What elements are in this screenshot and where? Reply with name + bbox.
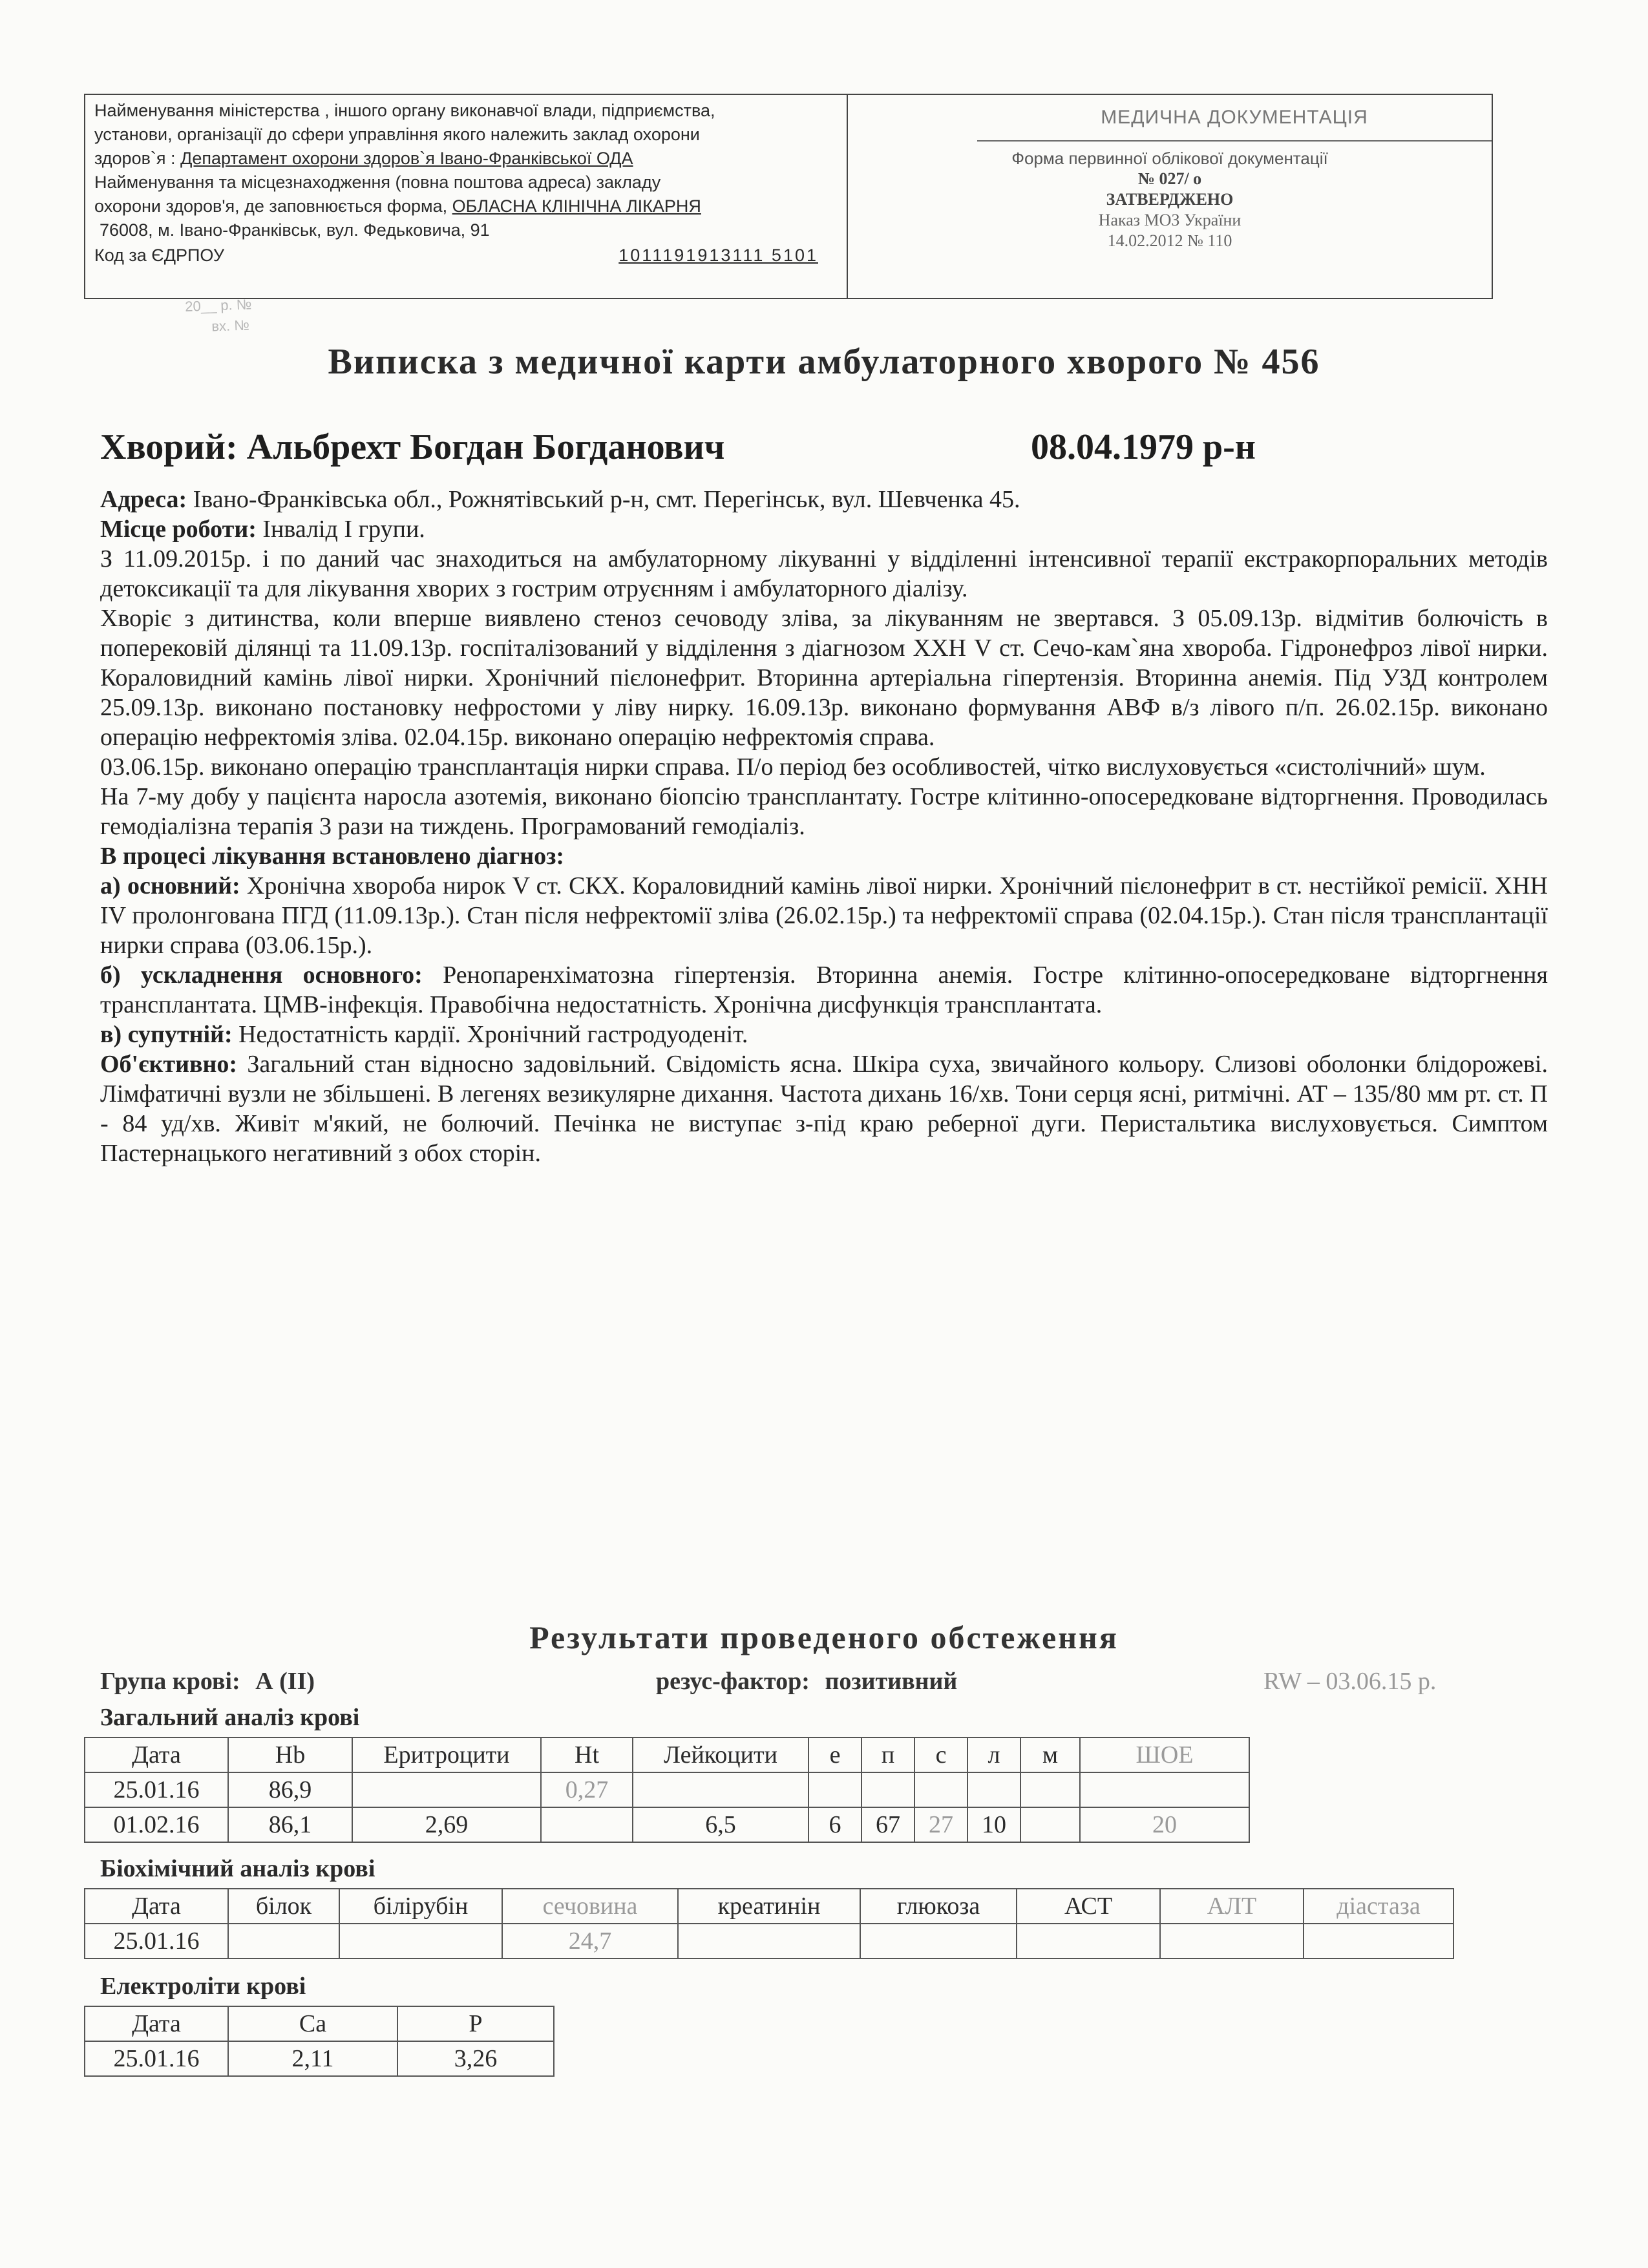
results-title: Результати проведеного обстеження [529, 1619, 1119, 1655]
table-cell [861, 1772, 914, 1807]
table-cell: 2,69 [352, 1807, 541, 1842]
table-cell: 6,5 [633, 1807, 808, 1842]
bio-header-cell: білірубін [339, 1889, 502, 1924]
table-cell [914, 1772, 967, 1807]
table-cell [1080, 1772, 1249, 1807]
bio-label: Біохімічний аналіз крові [100, 1855, 375, 1882]
table-cell [1304, 1924, 1453, 1958]
institution-block [85, 95, 848, 298]
cbc-label: Загальний аналіз крові [100, 1704, 360, 1731]
table-cell [678, 1924, 860, 1958]
bio-header-cell: АЛТ [1160, 1889, 1304, 1924]
table-cell: 6 [808, 1807, 861, 1842]
table-row [85, 1924, 1453, 1958]
table-cell [541, 1807, 633, 1842]
form-line-1: Форма первинної облікової документації [1011, 149, 1328, 168]
elec-label: Електроліти крові [100, 1973, 306, 2000]
table-cell [339, 1924, 502, 1958]
table-cell: 0,27 [541, 1772, 633, 1807]
elec-table [84, 2006, 555, 2077]
bio-header-row [85, 1889, 1453, 1924]
address-line: Адреса: Івано-Франківська обл., Рожнятівський р-н, смт. Перегінськ, вул. Шевченка 45. [100, 486, 1020, 513]
table-cell: 27 [914, 1807, 967, 1842]
table-cell: 25.01.16 [85, 1772, 228, 1807]
approved-label: ЗАТВЕРДЖЕНО [1106, 190, 1234, 209]
table-row [85, 1772, 1249, 1807]
cbc-table [84, 1737, 1250, 1843]
elec-header-cell: Р [397, 2006, 554, 2041]
table-cell [860, 1924, 1017, 1958]
form-header [84, 94, 1493, 299]
header-line-2: установи, організації до сфери управління якого належить заклад охорони [94, 125, 700, 144]
table-cell: 25.01.16 [85, 1924, 228, 1958]
table-cell [633, 1772, 808, 1807]
table-cell: 86,9 [228, 1772, 352, 1807]
cbc-header-cell: п [861, 1738, 914, 1772]
rw-test: RW – 03.06.15 р. [1263, 1668, 1437, 1695]
elec-header-row [85, 2006, 554, 2041]
bio-header-cell: Дата [85, 1889, 228, 1924]
edrpou-value: 1011191913111 5101 [618, 246, 818, 265]
diagnosis-concomitant: в) супутній: Недостатність кардії. Хронічний гастродуоденіт. [100, 1021, 748, 1048]
bio-header-cell: креатинін [678, 1889, 860, 1924]
table-row [85, 1807, 1249, 1842]
diagnosis-heading: В процесі лікування встановлено діагноз: [100, 843, 565, 870]
history-paragraph-4: На 7-му добу у пацієнта наросла азотемія, виконано біопсію трансплантату. Гостре клітинно-опосередковане відторгнення. Проводилась гемодіалізна терапія 3 рази на тиждень. Програмований гемодіаліз. [100, 783, 1548, 840]
cbc-header-cell: Дата [85, 1738, 228, 1772]
patient-dob: 08.04.1979 р-н [1031, 427, 1256, 467]
form-approval [848, 142, 1492, 251]
work-line: Місце роботи: Інвалід І групи. [100, 516, 425, 543]
cbc-header-cell: Лейкоцити [633, 1738, 808, 1772]
elec-header-cell: Дата [85, 2006, 228, 2041]
table-cell: 2,11 [228, 2041, 397, 2076]
header-line-4: Найменування та місцезнаходження (повна поштова адреса) закладу [94, 173, 661, 192]
edrpou-label: Код за ЄДРПОУ [94, 246, 224, 265]
elec-header-cell: Са [228, 2006, 397, 2041]
table-cell [1160, 1924, 1304, 1958]
patient-line [100, 426, 1522, 468]
table-cell: 01.02.16 [85, 1807, 228, 1842]
bio-header-cell: АСТ [1017, 1889, 1160, 1924]
document-title: Виписка з медичної карти амбулаторного хворого № 456 [328, 342, 1320, 382]
cbc-header-cell: е [808, 1738, 861, 1772]
edrpou-row [94, 244, 838, 268]
header-line-5: охорони здоров'я, де заповнюється форма, ОБЛАСНА КЛІНІЧНА ЛІКАРНЯ [94, 196, 701, 216]
cbc-header-cell: Hb [228, 1738, 352, 1772]
blood-group-label: Група крові: [100, 1668, 240, 1695]
bio-header-cell: глюкоза [860, 1889, 1017, 1924]
table-cell [1020, 1807, 1080, 1842]
bio-header-cell: білок [228, 1889, 339, 1924]
cbc-header-cell: м [1020, 1738, 1080, 1772]
history-paragraph-3: 03.06.15р. виконано операцію трансплантація нирки справа. П/о період без особливостей, чітко вислуховується «систолічний» шум. [100, 753, 1486, 781]
cbc-header-cell: л [967, 1738, 1020, 1772]
diagnosis-main: а) основний: Хронічна хвороба нирок V ст. СКХ. Кораловидний камінь лівої нирки. Хронічний пієлонефрит в ст. нестійкої ремісії. ХНН ІV пролонгована ПГД (11.09.13р.). Стан після нефректомії зліва (26.02.15р.) та нефректомії справа (02.04.15р.). Стан після трансплантації нирки справа (03.06.15р.). [100, 872, 1548, 959]
diagnosis-complications: б) ускладнення основного: Ренопаренхіматозна гіпертензія. Вторинна анемія. Гостре клітинно-опосередковане відторгнення трансплантата. ЦМВ-інфекція. Правобічна недостатність. Хронічна дисфункція трансплантата. [100, 961, 1548, 1018]
cbc-header-row [85, 1738, 1249, 1772]
objective-exam: Об'єктивно: Загальний стан відносно задовільний. Свідомість ясна. Шкіра суха, звичайного кольору. Слизові оболонки блідорожеві. Лімфатичні вузли не збільшені. В легенях везикулярне дихання. Частота дихань 16/хв. Тони серця ясні, ритмічні. АТ – 135/80 мм рт. ст. П - 84 уд/хв. Живіт м'який, не болючий. Печінка не виступає з-під краю реберної дуги. Перистальтика вислуховується. Симптом Пастернацького негативний з обох сторін. [100, 1051, 1548, 1167]
cbc-header-cell: с [914, 1738, 967, 1772]
header-line-3: здоров`я : Департамент охорони здоров`я Івано-Франківської ОДА [94, 149, 633, 168]
table-cell: 3,26 [397, 2041, 554, 2076]
table-cell: 24,7 [502, 1924, 678, 1958]
table-row [85, 2041, 554, 2076]
table-cell: 25.01.16 [85, 2041, 228, 2076]
table-cell [228, 1924, 339, 1958]
table-cell: 20 [1080, 1807, 1249, 1842]
order-date: 14.02.2012 № 110 [1107, 231, 1232, 250]
table-cell: 10 [967, 1807, 1020, 1842]
table-cell [352, 1772, 541, 1807]
order-label: Наказ МОЗ України [1098, 211, 1241, 229]
table-cell [1017, 1924, 1160, 1958]
table-cell: 86,1 [228, 1807, 352, 1842]
bio-table [84, 1888, 1454, 1959]
medical-documentation-label: МЕДИЧНА ДОКУМЕНТАЦІЯ [977, 95, 1492, 142]
bio-header-cell: діастаза [1304, 1889, 1453, 1924]
table-cell: 67 [861, 1807, 914, 1842]
cbc-header-cell: Ht [541, 1738, 633, 1772]
bio-header-cell: сечовина [502, 1889, 678, 1924]
blood-group-value: А (ІІ) [255, 1668, 315, 1695]
hospital-name: ОБЛАСНА КЛІНІЧНА ЛІКАРНЯ [452, 196, 701, 216]
history-paragraph-2: Хворіє з дитинства, коли вперше виявлено стеноз сечоводу зліва, за лікуванням не звертався. З 05.09.13р. відмітив болючість в поперековій ділянці та 11.09.13р. госпіталізований у відділення з діагнозом ХХН V ст. Сечо-кам`яна хвороба. Гідронефроз лівої нирки. Кораловидний камінь лівої нирки. Хронічний пієлонефрит. Вторинна артеріальна гіпертензія. Вторинна анемія. Під УЗД контролем 25.09.13р. виконано постановку нефростоми у ліву нирку. 16.09.13р. виконано формування АВФ в/з лівого п/п. 26.02.15р. виконано операцію нефректомія зліва. 02.04.15р. виконано операцію нефректомія справа. [100, 605, 1548, 751]
history-paragraph-1: З 11.09.2015р. і по даний час знаходиться на амбулаторному лікуванні у відділенні інтенсивної терапії екстракорпоральних методів детоксикації та для лікування хворих з гострим отруєнням і амбулаторного діалізу. [100, 545, 1548, 602]
faint-stamp: 20__ р. № вх. № [184, 296, 252, 335]
form-number: № 027/ о [1137, 169, 1202, 188]
table-cell [1020, 1772, 1080, 1807]
form-info-block [848, 95, 1492, 298]
patient-name: Хворий: Альбрехт Богдан Богданович [100, 427, 725, 467]
blood-group-row [100, 1667, 1554, 1699]
header-address: 76008, м. Івано-Франківськ, вул. Федьковича, 91 [100, 220, 490, 240]
table-cell [967, 1772, 1020, 1807]
header-line-1: Найменування міністерства , іншого органу виконавчої влади, підприємства, [94, 101, 715, 120]
cbc-header-cell: Еритроцити [352, 1738, 541, 1772]
document-body [100, 485, 1548, 1168]
cbc-header-cell: ШОЕ [1080, 1738, 1249, 1772]
rh-factor: резус-фактор: позитивний [656, 1668, 958, 1695]
table-cell [808, 1772, 861, 1807]
department-name: Департамент охорони здоров`я Івано-Франківської ОДА [180, 149, 633, 168]
